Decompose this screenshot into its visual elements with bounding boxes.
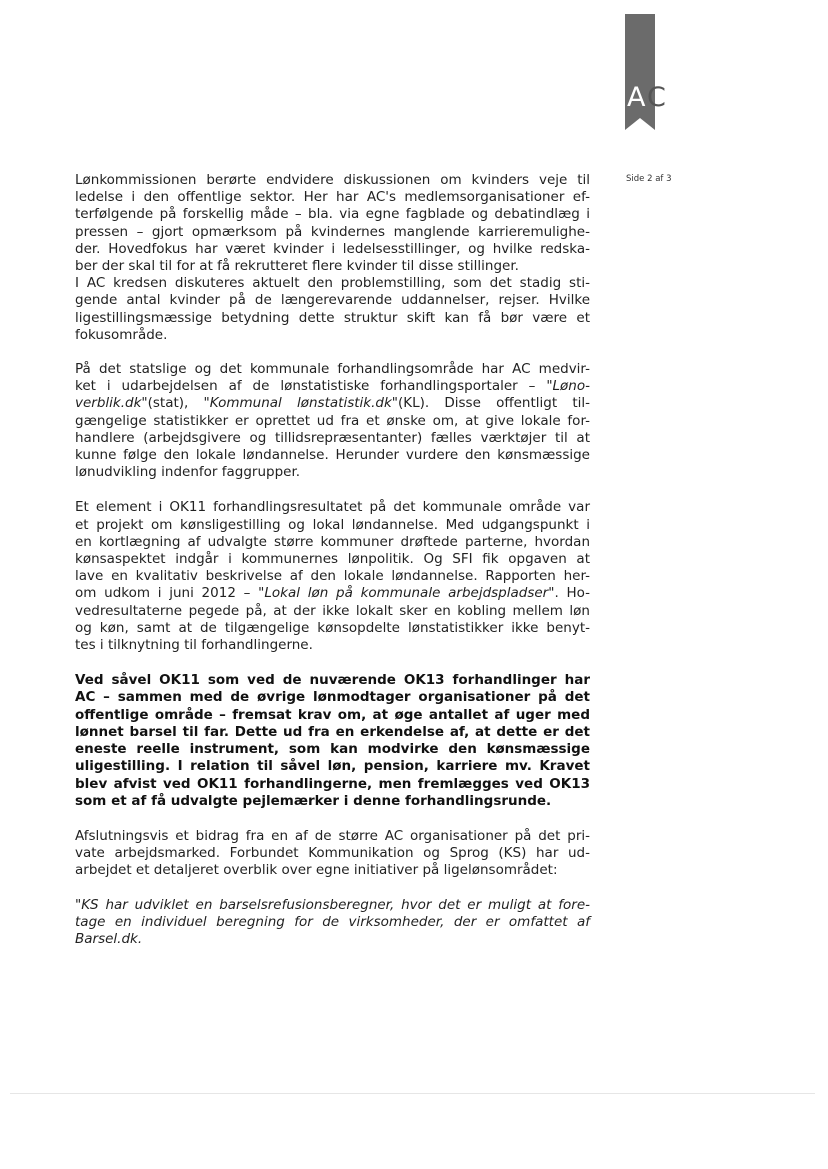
text-line: der. Hovedfokus har været kvinder i ledelsesstillinger, og hvilke redska- [75,240,590,257]
text-line: lønudvikling indenfor faggrupper. [75,464,301,481]
logo-letter-c: C [647,82,668,113]
text-line: tes i tilknytning til forhandlingerne. [75,637,313,654]
text-run: ket i udarbejdelsen af de lønstatistiske forhandlingsportaler – [75,378,547,395]
text-line [75,378,590,395]
text-line [75,585,590,602]
quote-ks [75,897,590,949]
logo-ribbon-shape [625,14,685,132]
text-line: "KS har udviklet en barselsrefusionsberegner, hvor det er muligt at fore- [75,896,590,913]
paragraph-ok11-projekt [75,499,590,654]
paragraph-barsel-krav [75,672,590,810]
text-line: gende antal kvinder på de længerevarende uddannelser, rejser. Hvilke [75,292,590,309]
ac-logo [625,14,685,132]
text-line: vedresultaterne pegede på, at der ikke lokalt sker en kobling mellem løn [75,602,590,619]
text-line: kønsaspektet indgår i kommunernes lønpolitik. Og SFI fik opgaven at [75,551,590,568]
text-line: som et af få udvalgte pejlemærker i denne forhandlingsrunde. [75,792,552,809]
text-line: et projekt om kønsligestilling og lokal løndannelse. Med udgangspunkt i [75,516,590,533]
text-line: Lønkommissionen berørte endvidere diskussionen om kvinders veje til [75,172,590,188]
text-line: gængelige statistikker er oprettet ud fra et ønske om, at give lokale for- [75,412,590,429]
text-line: På det statslige og det kommunale forhandlingsområde har AC medvir- [75,361,590,378]
text-line: eneste reelle instrument, som kan modvirke den kønsmæssige [75,741,590,758]
text-line: Et element i OK11 forhandlingsresultatet på det kommunale område var [75,499,590,516]
text-line: handlere (arbejdsgivere og tillidsrepræsentanter) fælles værktøjer til at [75,429,590,446]
page-number: Side 2 af 3 [626,174,672,184]
document-body [75,172,590,948]
text-line: AC – sammen med de øvrige lønmodtager organisationer på det [75,689,590,706]
text-line: arbejdet et detaljeret overblik over egne initiativer på ligelønsområdet: [75,862,558,879]
paragraph-afslutning [75,828,590,880]
paragraph-lonkommission [75,172,590,275]
page-footer-divider [10,1093,815,1094]
text-line: blev afvist ved OK11 forhandlingerne, men fremlægges ved OK13 [75,775,590,792]
text-line: tage en individuel beregning for de virksomheder, der er omfattet af [75,913,590,930]
text-line: terfølgende på forskellig måde – bla. via egne fagblade og debatindlæg i [75,206,590,223]
text-line: lønnet barsel til far. Dette ud fra en erkendelse af, at dette er det [75,723,590,740]
text-line: ledelse i den offentlige sektor. Her har AC's medlemsorganisationer ef- [75,189,590,206]
portal-name-lonoverblik: "Løno- [546,378,590,395]
text-line: ligestillingsmæssige betydning dette struktur skift kan få bør være et [75,309,590,326]
paragraph-ac-kredsen [75,275,590,344]
text-line: en kortlægning af udvalgte større kommuner drøftede parterne, hvordan [75,533,590,550]
text-line: Ved såvel OK11 som ved de nuværende OK13 forhandlinger har [75,672,590,689]
text-line: ber der skal til for at få rekrutteret flere kvinder til disse stillinger. [75,258,519,275]
text-run: om udkom i juni 2012 – [75,585,259,602]
text-line [75,395,590,412]
text-line: fokusområde. [75,326,168,343]
text-line: I AC kredsen diskuteres aktuelt den problemstilling, som det stadig sti- [75,275,590,292]
text-line: uligestilling. I relation til såvel løn, pension, karriere mv. Kravet [75,758,590,775]
text-line: vate arbejdsmarked. Forbundet Kommunikation og Sprog (KS) har ud- [75,845,590,862]
text-line: offentlige område – fremsat krav om, at øge antallet af uger med [75,706,590,723]
portal-name-lonoverblik-cont: verblik.dk" [75,395,148,412]
text-run: (stat), [147,395,204,412]
text-line: pressen – gjort opmærksom på kvindernes manglende karrieremulighe- [75,223,590,240]
portal-name-kommunal: "Kommunal lønstatistik.dk" [203,395,398,412]
text-line: lave en kvalitativ beskrivelse af den lokale løndannelse. Rapporten her- [75,568,590,585]
text-line: Afslutningsvis et bidrag fra en af de større AC organisationer på det pri- [75,827,590,844]
text-line: Barsel.dk. [75,930,143,947]
report-title: "Lokal løn på kommunale arbejdspladser" [258,585,555,602]
paragraph-forhandlingsportaler [75,361,590,481]
text-line: kunne følge den lokale løndannelse. Herunder vurdere den kønsmæssige [75,447,590,464]
logo-lettering [627,84,668,111]
text-run: (KL). Disse offentligt til- [397,395,590,412]
logo-letter-a: A [627,82,647,113]
text-run: . Ho- [554,585,590,602]
text-line: og køn, samt at de tilgængelige kønsopdelte lønstatistikker ikke benyt- [75,619,590,636]
